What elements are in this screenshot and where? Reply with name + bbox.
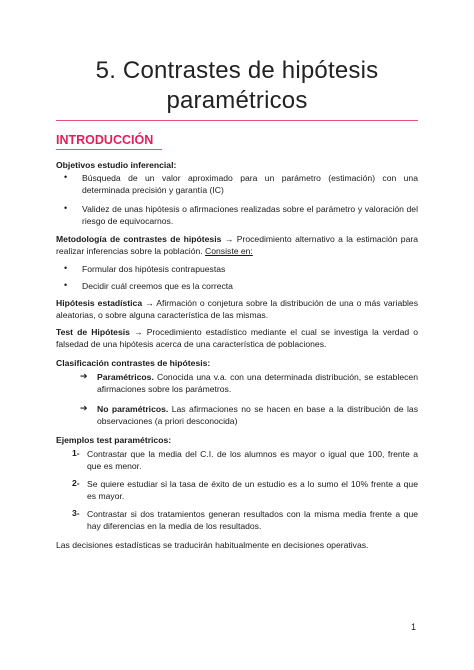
clasificacion-heading: Clasificación contrastes de hipótesis:	[56, 358, 211, 368]
ejemplo-number: 2-	[72, 478, 80, 488]
objetivo-item-1: Búsqueda de un valor aproximado para un parámetro (estimación) con una determinada precisión y garantía (IC)	[82, 173, 418, 195]
page-title-line-1: 5. Contrastes de hipótesis	[95, 57, 379, 84]
bullet-icon: •	[64, 263, 68, 273]
clasificacion-item-1	[97, 371, 418, 395]
ejemplo-number: 3-	[72, 508, 80, 518]
metodologia-text: Procedimiento alternativo a la estimación para realizar inferencias sobre la población.	[56, 234, 419, 256]
clasificacion-text: Conocida una v.a. con una determinada distribución, se establecen afirmaciones sobre los parámetros.	[97, 372, 418, 394]
objetivo-item-2: Validez de unas hipótesis o afirmaciones realizadas sobre el parámetro y valoración del riesgo de equivocarnos.	[82, 204, 418, 226]
section-underline	[56, 149, 162, 150]
bullet-icon: •	[64, 280, 68, 290]
test-term: Test de Hipótesis	[56, 327, 130, 337]
ejemplos-heading: Ejemplos test paramétricos:	[56, 435, 172, 445]
clasificacion-term: No paramétricos.	[97, 404, 169, 414]
ejemplo-item-1: Contrastar que la media del C.I. de los alumnos es mayor o igual que 100, frente a que es menor.	[87, 449, 418, 471]
page-title-line-2: paramétricos	[166, 87, 308, 114]
arrow-icon: →	[134, 327, 143, 337]
clasificacion-text: Las afirmaciones no se hacen en base a la distribución de las observaciones (a priori desconocida)	[97, 404, 418, 426]
bullet-icon: •	[64, 172, 68, 182]
test-text: Procedimiento estadístico mediante el cual se investiga la verdad o falsedad de una hipótesis acerca de una característica de poblaciones.	[56, 327, 419, 349]
title-divider	[56, 120, 418, 121]
metodologia-paragraph	[56, 233, 418, 257]
arrow-icon: ➔	[80, 371, 88, 381]
hipotesis-term: Hipótesis estadística	[56, 298, 143, 308]
conclusion-paragraph: Las decisiones estadísticas se traducirán habitualmente en decisiones operativas.	[56, 540, 369, 550]
consiste-label: Consiste en:	[205, 246, 253, 256]
arrow-icon: →	[224, 234, 234, 244]
consiste-item-2: Decidir cuál creemos que es la correcta	[82, 281, 233, 291]
bullet-icon: •	[64, 203, 68, 213]
ejemplo-number: 1-	[72, 448, 80, 458]
section-heading: INTRODUCCIÓN	[56, 133, 154, 147]
consiste-item-1: Formular dos hipótesis contrapuestas	[82, 264, 226, 274]
arrow-icon: ➔	[80, 403, 88, 413]
clasificacion-term: Paramétricos.	[97, 372, 154, 382]
hipotesis-text: Afirmación o conjetura sobre la distribución de una o más variables aleatorias, o sobre alguna característica de las mismas.	[56, 298, 419, 320]
arrow-icon: →	[145, 298, 154, 308]
clasificacion-item-2	[97, 403, 418, 427]
objetivos-heading: Objetivos estudio inferencial:	[56, 160, 177, 170]
ejemplo-item-3: Contrastar si dos tratamientos generan resultados con la misma media frente a que hay diferencias en la media de los resultados.	[87, 509, 418, 531]
test-paragraph	[56, 326, 418, 350]
hipotesis-paragraph	[56, 297, 418, 321]
ejemplo-item-2: Se quiere estudiar si la tasa de éxito de un estudio es a lo sumo el 10% frente a que es mayor.	[87, 479, 418, 501]
page-number: 1	[410, 622, 416, 632]
metodologia-term: Metodología de contrastes de hipótesis	[56, 234, 222, 244]
